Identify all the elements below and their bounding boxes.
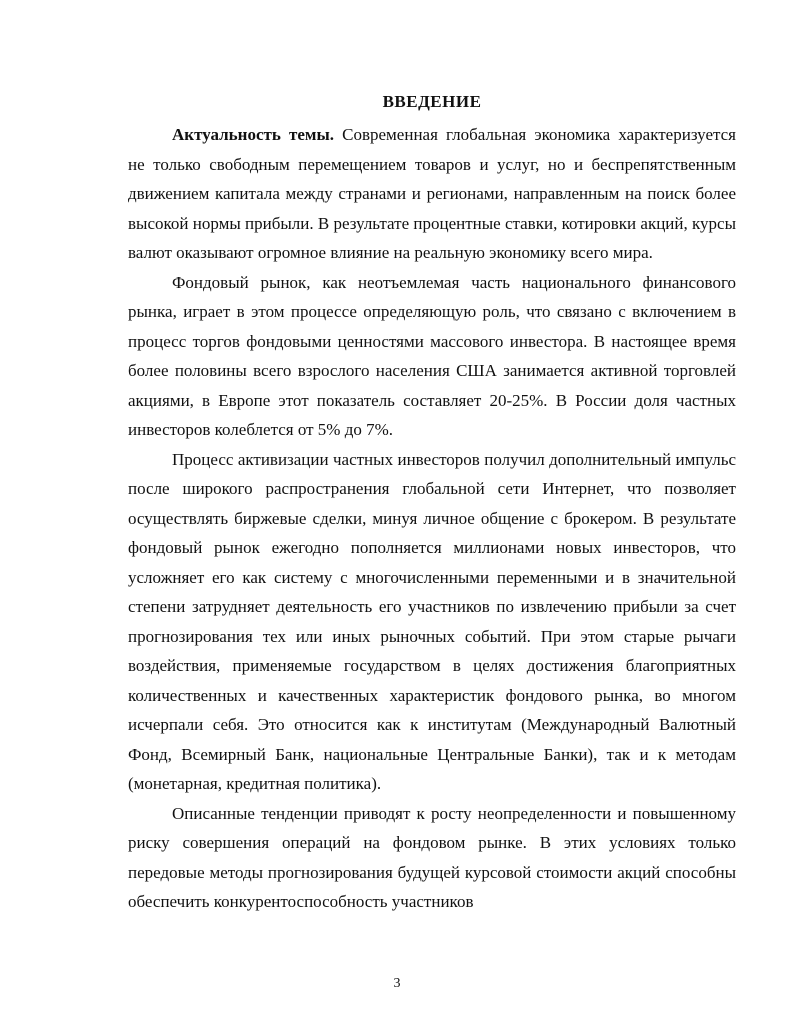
- section-heading: ВВЕДЕНИЕ: [382, 92, 482, 111]
- document-page: [128, 90, 736, 917]
- paragraph-trends: Описанные тенденции приводят к росту неопределенности и повышенному риску совершения операций на фондовом рынке. В этих условиях только передовые методы прогнозирования будущей курсовой стоимости акций способны обеспечить конкурентоспособность участников: [128, 803, 736, 911]
- paragraph-private-investors: Процесс активизации частных инвесторов получил дополнительный импульс после широкого распространения глобальной сети Интернет, что позволяет осуществлять биржевые сделки, минуя личное общение с брокером. В результате фондовый рынок ежегодно пополняется миллионами новых инвесторов, что усложняет его как систему с многочисленными переменными и в значительной степени затрудняет деятельность его участников по извлечению прибыли за счет прогнозирования тех или иных рыночных событий. При этом старые рычаги воздействия, применяемые государством в целях достижения благоприятных количественных и качественных характеристик фондового рынка, во многом исчерпали себя. Это относится как к институтам (Международный Валютный Фонд, Всемирный Банк, национальные Центральные Банки), так и к методам (монетарная, кредитная политика).: [128, 449, 736, 793]
- page-number: 3: [393, 976, 401, 991]
- relevance-text: Современная глобальная экономика характеризуется не только свободным перемещением товаров и услуг, но и беспрепятственным движением капитала между странами и регионами, направленным на поиск более высокой нормы прибыли. В результате процентные ставки, котировки акций, курсы валют оказывают огромное влияние на реальную экономику всего мира.: [128, 125, 736, 262]
- relevance-lead: Актуальность темы.: [172, 125, 334, 144]
- paragraph-relevance: [128, 120, 736, 268]
- paragraph-stock-market: Фондовый рынок, как неотъемлемая часть национального финансового рынка, играет в этом процессе определяющую роль, что связано с включением в процесс торгов фондовыми ценностями массового инвестора. В настоящее время более половины всего взрослого населения США занимается активной торговлей акциями, в Европе этот показатель составляет 20-25%. В России доля частных инвесторов колеблется от 5% до 7%.: [128, 272, 736, 439]
